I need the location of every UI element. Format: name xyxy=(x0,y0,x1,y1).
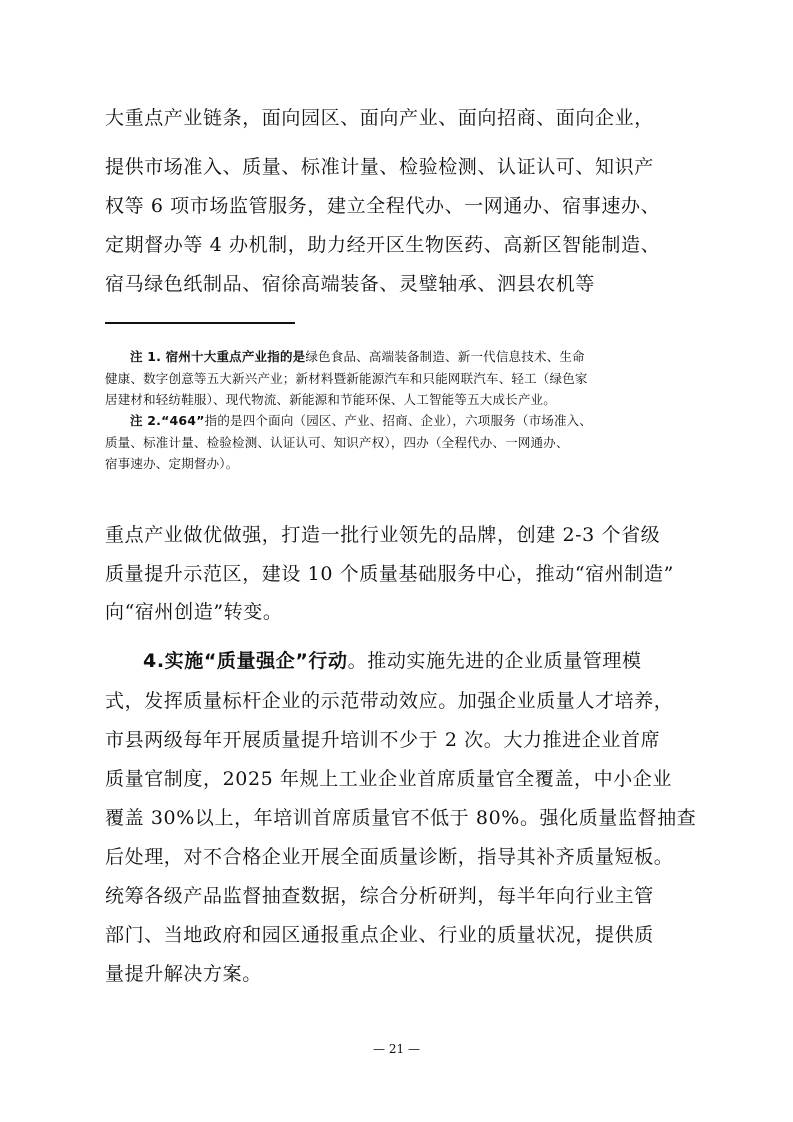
body-line: 量提升解决方案。 xyxy=(105,963,262,985)
body-line: 后处理，对不合格企业开展全面质量诊断，指导其补齐质量短板。 xyxy=(105,846,674,868)
body-line: 提供市场准入、质量、标准计量、检验检测、认证认可、知识产 xyxy=(105,156,654,178)
body-line: 市县两级每年开展质量提升培训不少于 2 次。大力推进企业首席 xyxy=(105,729,661,751)
body-line: 覆盖 30%以上，年培训首席质量官不低于 80%。强化质量监督抽查 xyxy=(105,807,697,829)
body-line: 定期督办等 4 办机制，助力经开区生物医药、高新区智能制造、 xyxy=(105,234,661,256)
footnote-2-line: 宿事速办、定期督办）。 xyxy=(105,456,239,471)
body-line: 向“宿州创造”转变。 xyxy=(105,601,283,623)
footnote-2 xyxy=(130,412,715,430)
body-line: 重点产业做优做强，打造一批行业领先的品牌，创建 2-3 个省级 xyxy=(105,524,661,546)
body-line: 部门、当地政府和园区通报重点企业、行业的质量状况，提供质 xyxy=(105,924,654,946)
section-4-heading: 4.实施“质量强企”行动 xyxy=(143,650,348,672)
section-4-text: 。推动实施先进的企业质量管理模 xyxy=(347,650,642,672)
body-line: 统筹各级产品监督抽查数据，综合分析研判，每半年向行业主管 xyxy=(105,885,654,907)
body-line: 权等 6 项市场监管服务，建立全程代办、一网通办、宿事速办、 xyxy=(105,195,661,217)
footnote-2-label: 注 2.“464” xyxy=(130,413,205,428)
footnote-1-line: 健康、数字创意等五大新兴产业；新材料暨新能源汽车和只能网联汽车、轻工（绿色家 xyxy=(105,371,588,386)
body-line: 大重点产业链条，面向园区、面向产业、面向招商、面向企业， xyxy=(105,107,654,129)
body-line: 式，发挥质量标杆企业的示范带动效应。加强企业质量人才培养， xyxy=(105,690,674,712)
footnote-1-label: 注 1. 宿州十大重点产业指的是 xyxy=(130,349,306,364)
footnote-separator xyxy=(105,322,295,324)
footnote-2-text: 指的是四个面向（园区、产业、招商、企业），六项服务（市场准入、 xyxy=(204,413,593,428)
body-line: 宿马绿色纸制品、宿徐高端装备、灵璧轴承、泗县农机等 xyxy=(105,273,596,295)
section-4-first-line xyxy=(143,649,695,673)
body-line: 质量官制度，2025 年规上工业企业首席质量官全覆盖，中小企业 xyxy=(105,768,672,790)
body-line: 质量提升示范区，建设 10 个质量基础服务中心，推动“宿州制造” xyxy=(105,563,674,585)
footnote-1-line: 居建材和轻纺鞋服）、现代物流、新能源和节能环保、人工智能等五大成长产业。 xyxy=(105,392,556,407)
footnote-1-text: 绿色食品、高端装备制造、新一代信息技术、生命 xyxy=(305,349,585,364)
footnote-2-line: 质量、标准计量、检验检测、认证认可、知识产权），四办（全程代办、一网通办、 xyxy=(105,435,569,450)
page-number: — 21 — xyxy=(373,1042,420,1056)
footnote-1 xyxy=(130,348,715,366)
